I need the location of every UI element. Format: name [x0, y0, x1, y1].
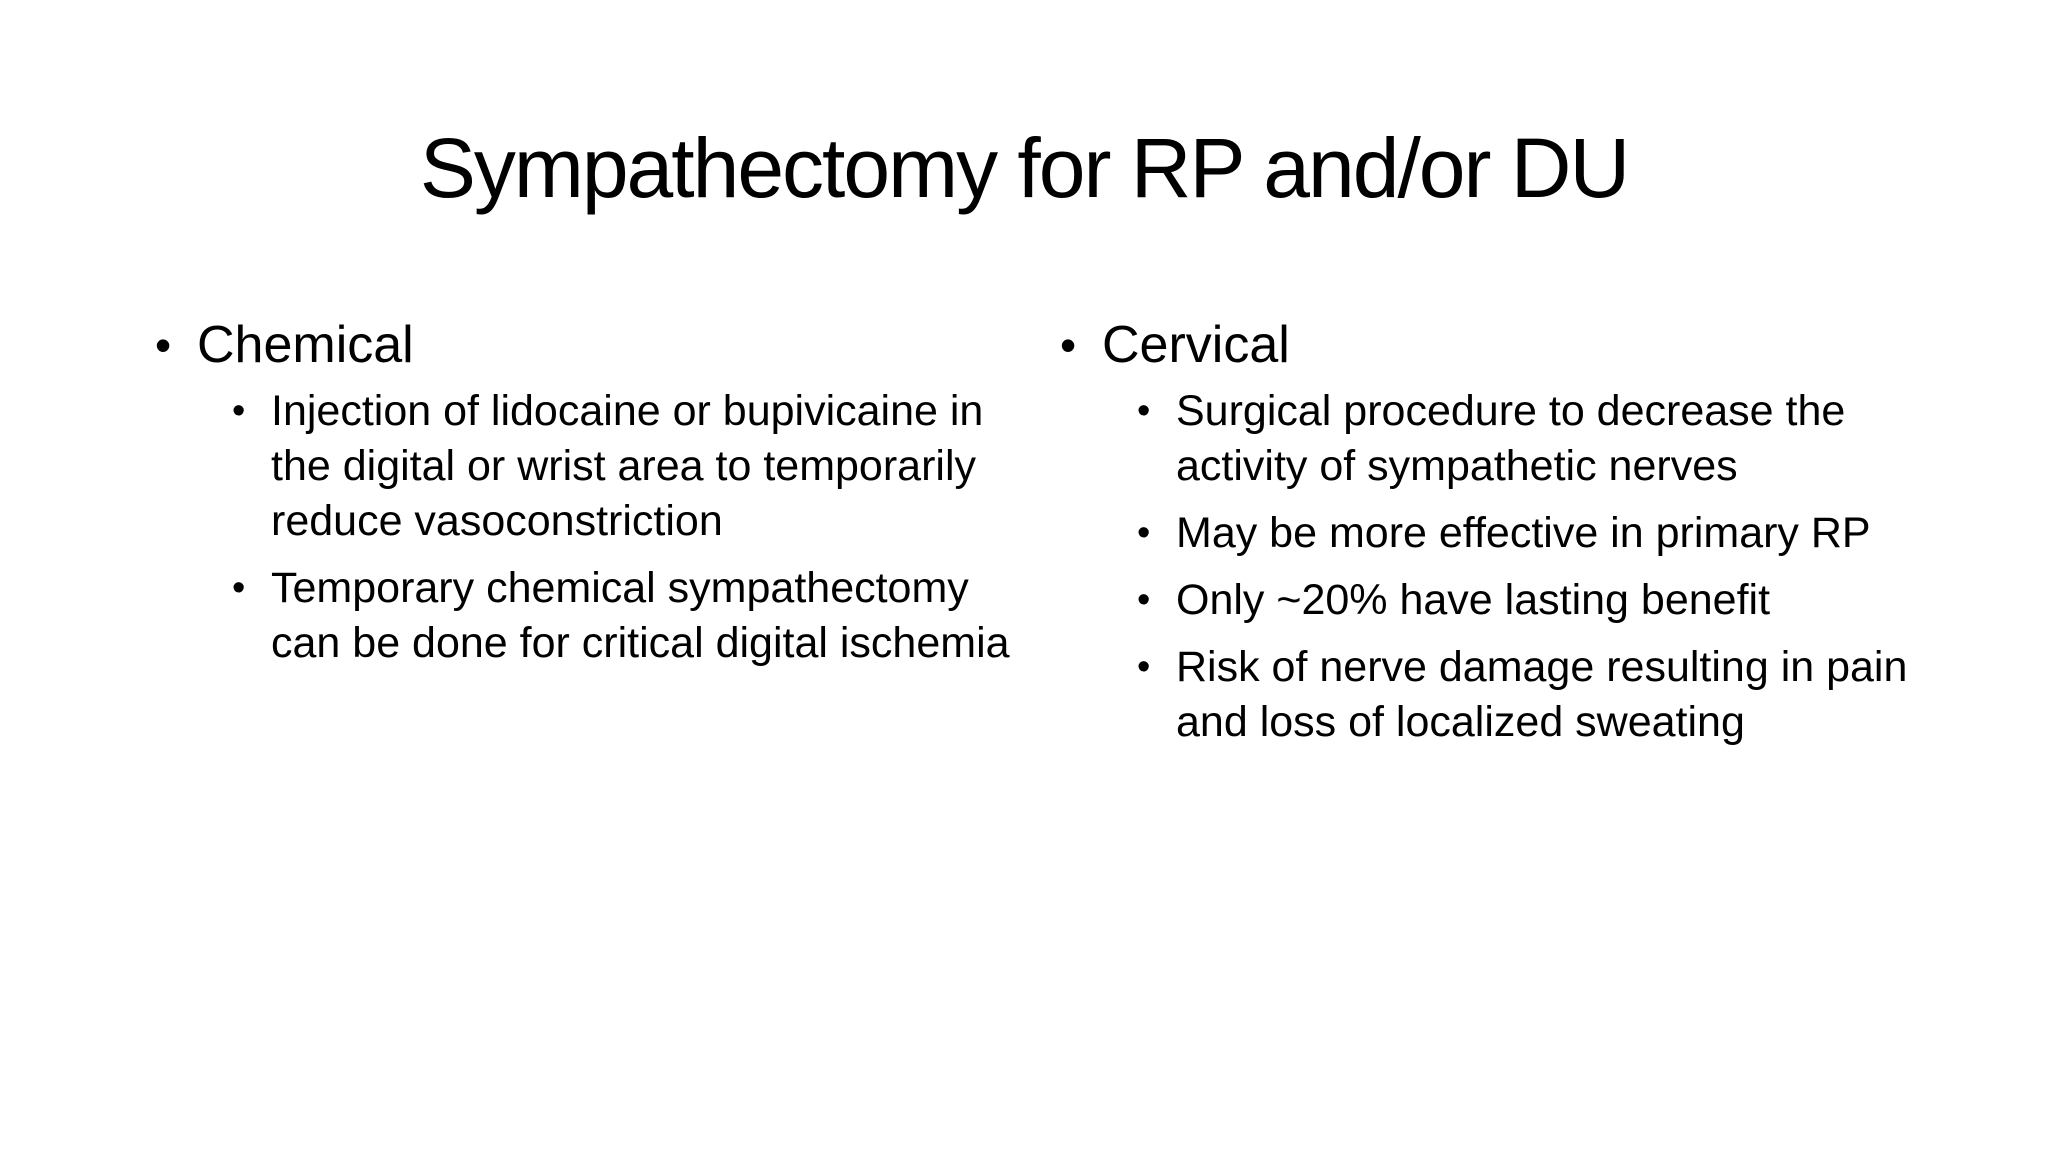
- bullet-dot-icon: •: [1137, 512, 1151, 554]
- bullet-heading: Cervical: [1102, 316, 1290, 374]
- sub-bullet-item: [232, 384, 1035, 549]
- bullet-heading: Chemical: [197, 316, 414, 374]
- sub-bullet-text: May be more effective in primary RP: [1176, 509, 1871, 557]
- sub-bullet-text: Risk of nerve damage resulting in pain and loss of localized sweating: [1176, 643, 1908, 746]
- sub-bullet-item: [232, 561, 1035, 671]
- content-column-right: [1060, 312, 1960, 762]
- sub-bullet-text: Temporary chemical sympathectomy can be done for critical digital ischemia: [271, 564, 1010, 667]
- slide-title: Sympathectomy for RP and/or DU: [419, 121, 1629, 215]
- sub-bullet-text: Only ~20% have lasting benefit: [1176, 576, 1771, 624]
- sub-bullet-text: Surgical procedure to decrease the activity of sympathetic nerves: [1176, 387, 1846, 490]
- bullet-dot-icon: •: [1137, 646, 1151, 688]
- sub-bullet-item: [1137, 640, 1960, 750]
- bullet-level1: [155, 312, 1035, 378]
- sub-bullet-list: [1060, 384, 1960, 750]
- bullet-dot-icon: •: [1137, 390, 1151, 432]
- sub-bullet-item: [1137, 573, 1960, 628]
- sub-bullet-text: Injection of lidocaine or bupivicaine in the digital or wrist area to temporarily reduce vasoconstriction: [271, 387, 984, 545]
- content-column-left: [155, 312, 1035, 683]
- bullet-dot-icon: •: [232, 567, 246, 609]
- sub-bullet-list: [155, 384, 1035, 671]
- bullet-dot-icon: •: [232, 390, 246, 432]
- bullet-level1: [1060, 312, 1960, 378]
- bullet-dot-icon: •: [1060, 319, 1077, 371]
- bullet-dot-icon: •: [155, 319, 172, 371]
- sub-bullet-item: [1137, 384, 1960, 494]
- sub-bullet-item: [1137, 506, 1960, 561]
- bullet-dot-icon: •: [1137, 579, 1151, 621]
